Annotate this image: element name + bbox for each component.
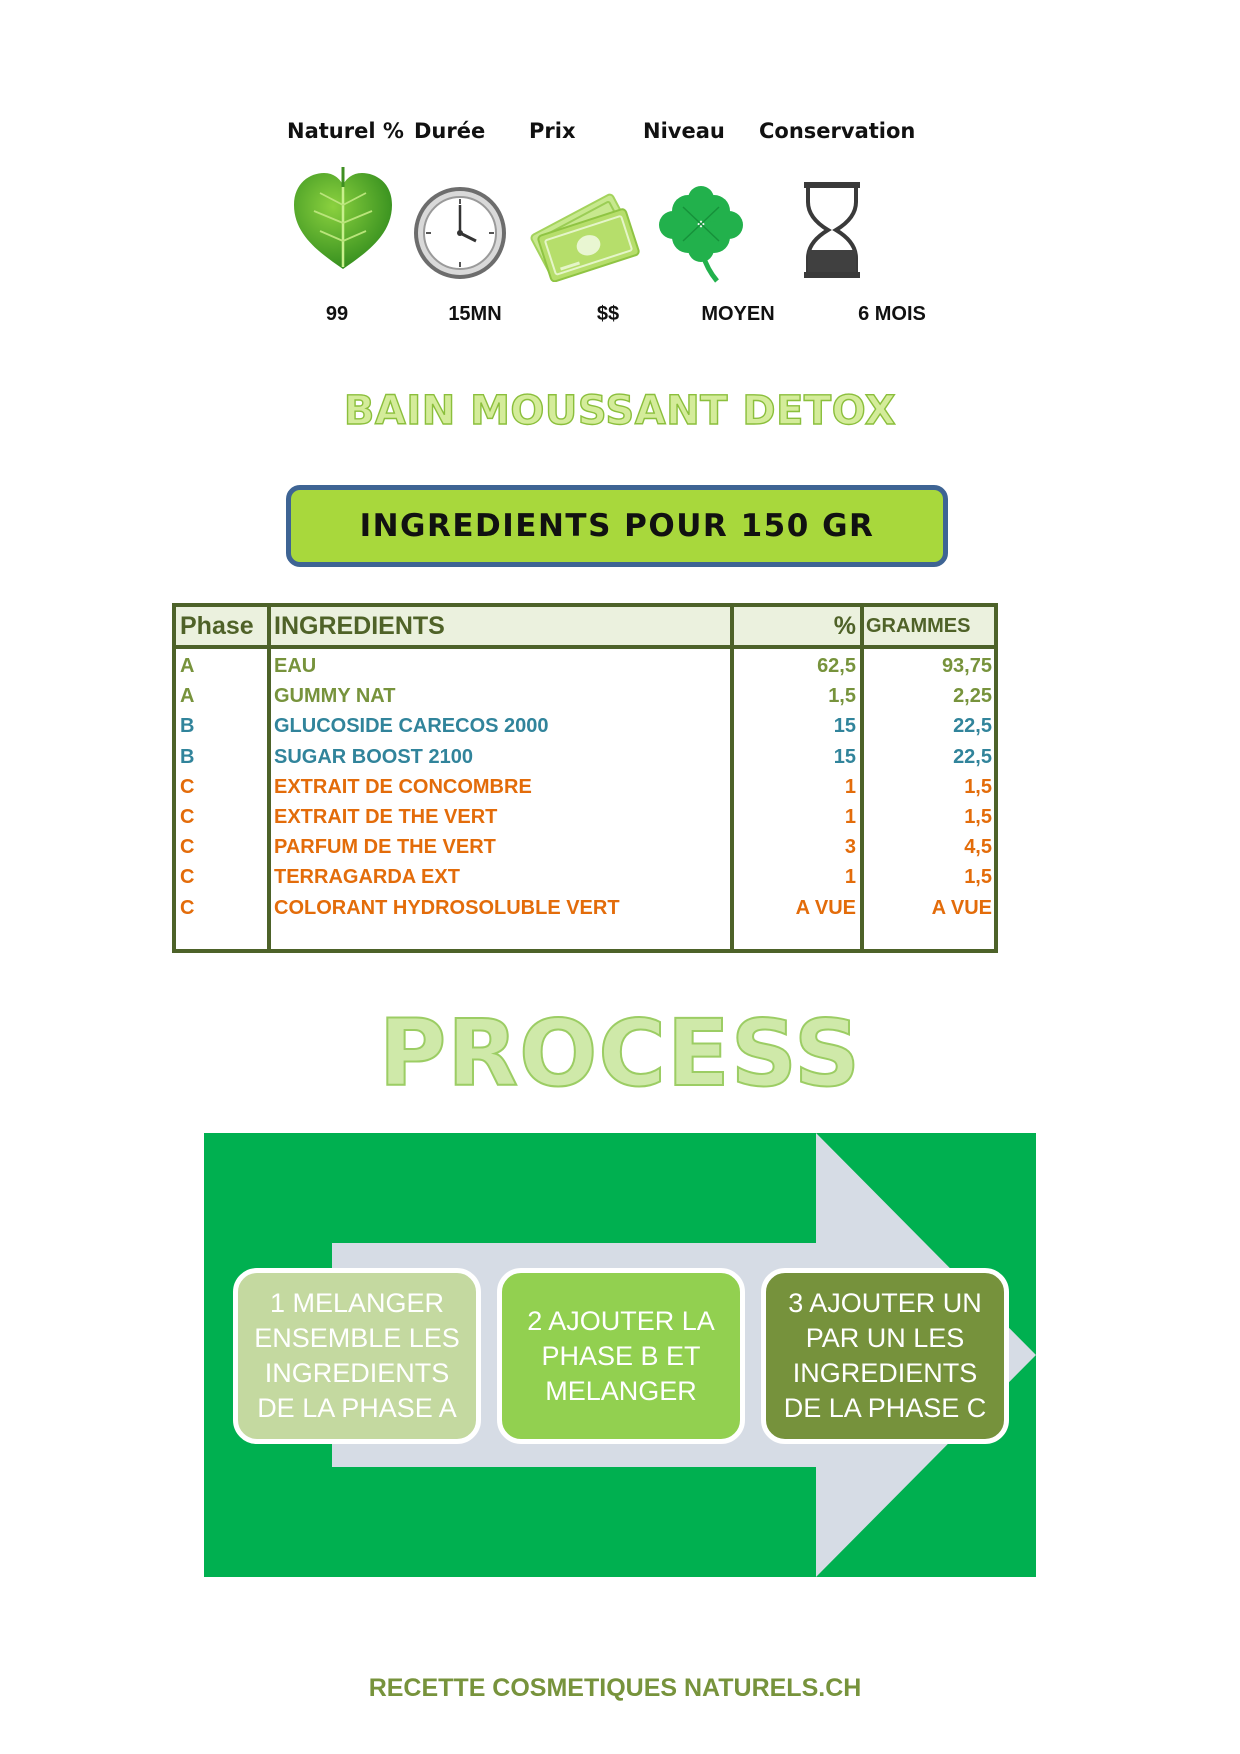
metric-label-duree: Durée: [414, 119, 486, 143]
process-title: PROCESS: [378, 1000, 862, 1107]
metric-label-conservation: Conservation: [759, 119, 916, 143]
grams-cell: 22,5: [953, 715, 992, 738]
percent-cell: 1: [844, 775, 856, 798]
metric-value-naturel: 99: [325, 303, 349, 325]
grams-cell: 2,25: [953, 685, 992, 708]
phase-cell: A: [180, 655, 195, 677]
phase-cell: C: [180, 866, 195, 889]
process-step-2: 2 AJOUTER LA PHASE B ET MELANGER: [497, 1268, 745, 1444]
metric-value-duree: 15MN: [448, 303, 502, 325]
ingredient-name-cell: EXTRAIT DE CONCOMBRE: [274, 775, 532, 798]
ingredient-name-cell: GUMMY NAT: [274, 685, 396, 708]
phase-cell: C: [180, 775, 195, 798]
ingredient-name-cell: TERRAGARDA EXT: [274, 866, 460, 889]
phase-cell: A: [180, 685, 195, 708]
percent-cell: A VUE: [795, 896, 856, 919]
metric-label-naturel: Naturel %: [287, 119, 404, 143]
process-step-1: 1 MELANGER ENSEMBLE LES INGREDIENTS DE LA PHASE A: [233, 1268, 481, 1444]
phase-cell: C: [180, 896, 195, 919]
metric-value-conservation: 6 MOIS: [858, 303, 926, 325]
ingredient-name-cell: EAU: [274, 655, 317, 677]
table-row: [176, 802, 994, 832]
metric-value-niveau: MOYEN: [701, 303, 775, 325]
percent-cell: 3: [844, 836, 856, 859]
process-step-3: 3 AJOUTER UN PAR UN LES INGREDIENTS DE LA PHASE C: [761, 1268, 1009, 1444]
ingredient-name-cell: PARFUM DE THE VERT: [274, 836, 496, 859]
percent-cell: 1: [844, 866, 856, 889]
header-ingredients: INGREDIENTS: [274, 612, 445, 640]
ingredient-name-cell: SUGAR BOOST 2100: [274, 745, 473, 768]
metric-value-prix: $$: [596, 303, 620, 325]
grams-cell: 1,5: [964, 866, 992, 889]
heart-leaf-icon: [290, 165, 396, 273]
clover-icon: [653, 185, 749, 285]
money-icon: [522, 190, 642, 282]
ingredients-heading: INGREDIENTS POUR 150 GR: [286, 485, 948, 567]
percent-cell: 1,5: [828, 685, 856, 708]
metric-label-niveau: Niveau: [643, 119, 725, 143]
recipe-title: BAIN MOUSSANT DETOX: [343, 388, 897, 434]
hourglass-icon: [802, 180, 862, 280]
table-row: [176, 681, 994, 711]
header-grams: GRAMMES: [866, 615, 971, 637]
ingredients-table: [172, 603, 998, 953]
grams-cell: A VUE: [931, 896, 992, 919]
grams-cell: 1,5: [964, 775, 992, 798]
grams-cell: 22,5: [953, 745, 992, 768]
phase-cell: C: [180, 836, 195, 859]
table-row: [176, 832, 994, 862]
table-row: [176, 772, 994, 802]
percent-cell: 15: [833, 745, 856, 768]
phase-cell: B: [180, 745, 195, 768]
table-row: [176, 711, 994, 741]
ingredient-name-cell: EXTRAIT DE THE VERT: [274, 806, 498, 828]
table-row: [176, 651, 994, 681]
table-row: [176, 893, 994, 923]
percent-cell: 1: [844, 806, 856, 828]
phase-cell: C: [180, 806, 195, 828]
grams-cell: 4,5: [964, 836, 992, 859]
grams-cell: 93,75: [941, 655, 992, 677]
table-row: [176, 742, 994, 772]
percent-cell: 15: [833, 715, 856, 738]
ingredient-name-cell: COLORANT HYDROSOLUBLE VERT: [274, 896, 620, 919]
grams-cell: 1,5: [964, 806, 992, 828]
ingredient-name-cell: GLUCOSIDE CARECOS 2000: [274, 715, 549, 738]
footer-credit: RECETTE COSMETIQUES NATURELS.CH: [368, 1674, 862, 1702]
metric-label-prix: Prix: [529, 119, 576, 143]
header-phase: Phase: [180, 612, 254, 640]
percent-cell: 62,5: [817, 655, 856, 677]
header-percent: %: [833, 612, 856, 640]
table-row: [176, 862, 994, 892]
phase-cell: B: [180, 715, 195, 738]
clock-icon: [412, 185, 508, 281]
table-header-row: [176, 607, 994, 649]
